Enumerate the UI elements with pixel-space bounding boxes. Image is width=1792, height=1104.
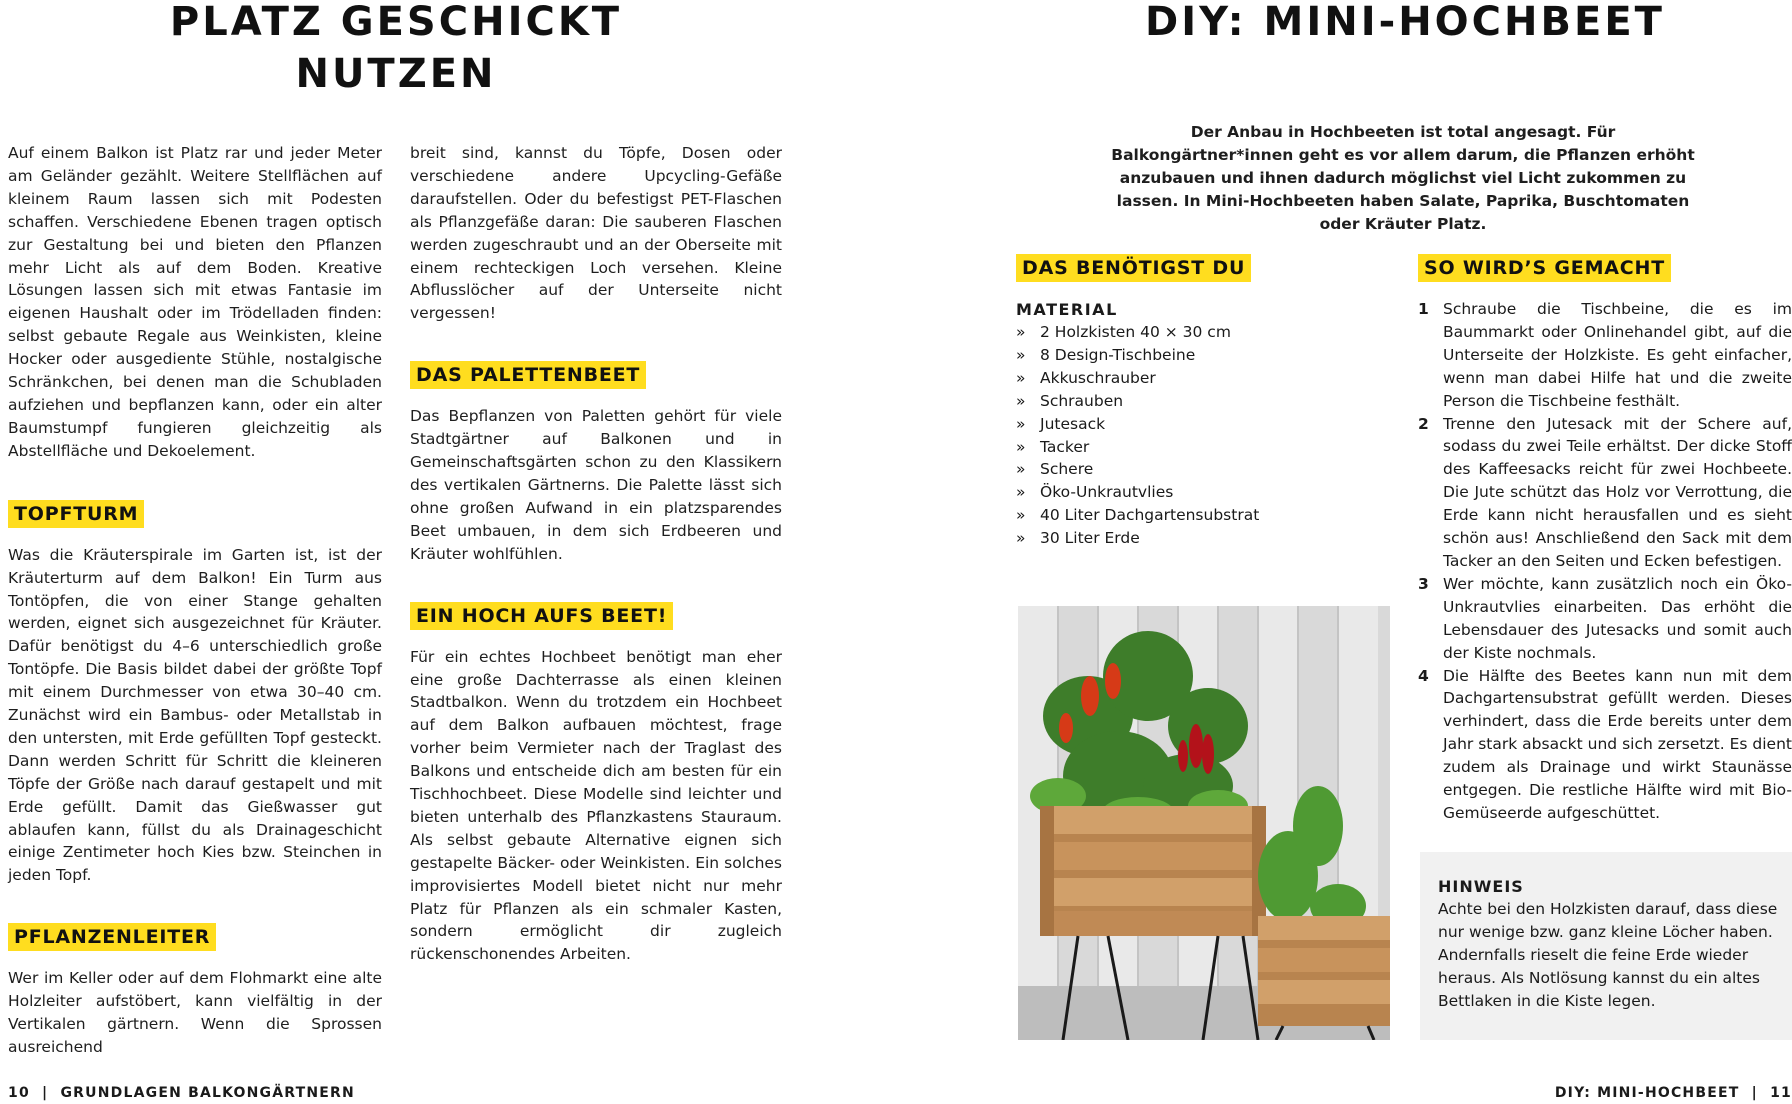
intro-paragraph: Auf einem Balkon ist Platz rar und jeder Meter am Geländer gezählt. Weitere Stellflächen auf kleinem Raum lassen sich mit Podesten schaffen. Verschiedene Ebenen tragen optisch zur Gestaltung bei und bieten den Pflanzen mehr Licht als auf dem Boden. Kreative Lösungen lassen sich mit etwas Fantasie im eigenen Haushalt oder im Trödelladen finden: selbst gebaute Regale aus Weinkisten, kleine Hocker oder ausgediente Stühle, nostalgische Schränkchen, bei denen man die Schubladen aufziehen und bepflanzen kann, oder ein alter Baumstumpf fungieren gleichzeitig als Abstellfläche und Dekoelement.	[8, 144, 382, 460]
step-text: Die Hälfte des Beetes kann nun mit dem Dachgartensubstrat gefüllt werden. Dieses verhindert, dass die Erde bereits unter dem Jahr stark absackt und sich zersetzt. Es dient zudem als Drainage und wirkt Staunässe entgegen. Die restliche Hälfte wird mit Bio-Gemüseerde aufgeschüttet.	[1443, 666, 1792, 822]
material-label: Schere	[1040, 460, 1094, 479]
left-column-1	[8, 142, 382, 1059]
bullet-mark: »	[1016, 414, 1026, 433]
continued-paragraph: breit sind, kannst du Töpfe, Dosen oder verschiedene andere Upcycling-Gefäße daraufstellen. Oder du befestigst PET-Flaschen als Pflanzgefäße daran: Die sauberen Flaschen werden zugeschraubt und an der Oberseite mit einem rechteckigen Loch versehen. Kleine Abflusslöcher auf der Unterseite nicht vergessen!	[410, 144, 782, 323]
material-item	[1016, 481, 1386, 504]
step-item	[1418, 298, 1792, 413]
palettenbeet-paragraph: Das Bepflanzen von Paletten gehört für viele Stadtgärtner auf Balkonen und in Gemeinschaftsgärten schon zu den Klassikern des vertikalen Gärtnerns. Die Palette lässt sich ohne großen Aufwand in ein platzsparendes Beet umbauen, in dem sich Erdbeeren und Kräuter wohlfühlen.	[410, 407, 782, 563]
right-intro: Der Anbau in Hochbeeten ist total angesagt. Für Balkongärtner*innen geht es vor allem darum, die Pflanzen erhöht anzubauen und ihnen dadurch möglichst viel Licht zukommen zu lassen. In Mini-Hochbeeten haben Salate, Paprika, Buschtomaten oder Kräuter Platz.	[1111, 123, 1695, 233]
material-item	[1016, 344, 1386, 367]
topfturm-paragraph: Was die Kräuterspirale im Garten ist, ist der Kräuterturm auf dem Balkon! Ein Turm aus Tontöpfen, die von einer Stange gehalten werden, eignet sich ausgezeichnet für Kräuter. Dafür benötigst du 4–6 unterschiedlich große Tontöpfe. Die Basis bildet dabei der größte Topf mit einem Durchmesser von etwa 30–40 cm. Zunächst wird ein Bambus- oder Metallstab in den untersten, mit Erde gefüllten Topf gesteckt. Dann werden Schritt für Schritt die kleineren Töpfe der Größe nach darauf gestapelt und mit Erde gefüllt. Damit das Gießwasser gut ablaufen kann, füllst du als Drainageschicht einige Zentimeter hoch Kies bzw. Steinchen in jeden Topf.	[8, 545, 382, 885]
material-item	[1016, 436, 1386, 459]
bullet-mark: »	[1016, 506, 1026, 525]
material-item	[1016, 458, 1386, 481]
pflanzenleiter-paragraph: Wer im Keller oder auf dem Flohmarkt eine alte Holzleiter aufstöbert, kann vielfältig in der Vertikalen gärtnern. Wenn die Sprossen ausreichend	[8, 969, 382, 1056]
step-number: 1	[1418, 300, 1429, 318]
step-text: Wer möchte, kann zusätzlich noch ein Öko-Unkrautvlies einarbeiten. Das erhöht die Lebensdauer des Jutesacks und somit auch der Kiste nochmals.	[1443, 574, 1792, 662]
material-label: 30 Liter Erde	[1040, 529, 1140, 548]
bullet-mark: »	[1016, 437, 1026, 456]
hochbeet-photo	[1018, 606, 1390, 1040]
material-item	[1016, 367, 1386, 390]
material-label: Jutesack	[1040, 414, 1106, 433]
step-number: 3	[1418, 574, 1429, 593]
material-label: Schrauben	[1040, 391, 1124, 410]
left-title-line2: NUTZEN	[295, 51, 497, 97]
step-text: Trenne den Jutesack mit der Schere auf, sodass du zwei Teile erhältst. Der dicke Stoff des Kaffeesacks reicht für zwei Hochbeete. Die Jute schützt das Holz vor Verrottung, die Erde kann nicht herausfallen und es sieht schön aus! Anschließend den Sack mit dem Tacker an den Seiten und Ecken befestigen.	[1443, 414, 1792, 570]
material-label: Öko-Unkrautvlies	[1040, 483, 1174, 502]
bullet-mark: »	[1016, 483, 1026, 502]
bullet-mark: »	[1016, 391, 1026, 410]
step-text: Schraube die Tischbeine, die es im Baummarkt oder Onlinehandel gibt, auf die Unterseite der Holzkiste. Es geht einfacher, wenn man dabei Hilfe hat und die zweite Person die Tischbeine festhält.	[1443, 300, 1792, 410]
material-item	[1016, 504, 1386, 527]
needs-heading: DAS BENÖTIGST DU	[1016, 254, 1251, 282]
step-item	[1418, 573, 1792, 665]
step-item	[1418, 665, 1792, 825]
left-page-title	[136, 0, 656, 100]
material-item	[1016, 413, 1386, 436]
step-item	[1418, 413, 1792, 573]
material-label: 40 Liter Dachgartensubstrat	[1040, 506, 1260, 525]
material-item	[1016, 527, 1386, 550]
material-item	[1016, 390, 1386, 413]
bullet-mark: »	[1016, 368, 1026, 387]
material-label: 2 Holzkisten 40 × 30 cm	[1040, 323, 1231, 341]
bullet-mark: »	[1016, 345, 1026, 364]
step-number: 2	[1418, 414, 1429, 433]
material-label: 8 Design-Tischbeine	[1040, 345, 1196, 364]
material-item	[1016, 321, 1386, 344]
hint-box	[1420, 852, 1792, 1040]
step-number: 4	[1418, 666, 1429, 685]
material-label: Tacker	[1040, 437, 1090, 456]
needs-section	[1016, 254, 1386, 550]
right-footer: DIY: MINI-HOCHBEET | 11	[1554, 1085, 1792, 1101]
hochbeet-illustration	[1018, 606, 1390, 1040]
bullet-mark: »	[1016, 529, 1026, 548]
pflanzenleiter-heading: PFLANZENLEITER	[8, 923, 216, 951]
left-footer: 10 | GRUNDLAGEN BALKONGÄRTNERN	[8, 1085, 355, 1101]
howto-heading: SO WIRD’S GEMACHT	[1418, 254, 1671, 282]
material-label: Akkuschrauber	[1040, 368, 1156, 387]
left-column-2	[410, 142, 782, 966]
hint-title: HINWEIS	[1438, 877, 1524, 896]
right-page-title: DIY: MINI-HOCHBEET	[1145, 0, 1665, 45]
hochbeet-heading: EIN HOCH AUFS BEET!	[410, 602, 673, 630]
bullet-mark: »	[1016, 460, 1026, 479]
topfturm-heading: TOPFTURM	[8, 500, 144, 528]
steps-list	[1418, 298, 1792, 825]
bullet-mark: »	[1016, 323, 1026, 341]
hochbeet-paragraph: Für ein echtes Hochbeet benötigt man eher eine große Dachterrasse als einen kleinen Stadtbalkon. Wenn du trotzdem ein Hochbeet auf dem Balkon aufbauen möchtest, frage vorher beim Vermieter nach der Traglast des Balkons und entscheide dich am besten für ein Tischhochbeet. Diese Modelle sind leichter und bieten unterhalb des Pflanzkastens Stauraum. Als selbst gebaute Alternative eignen sich gestapelte Bäcker- oder Weinkisten. Ein solches improvisiertes Modell bietet nicht nur mehr Platz für Pflanzen als ein schmaler Kasten, sondern ermöglicht dir zugleich rückenschonendes Arbeiten.	[410, 647, 782, 964]
hint-text: Achte bei den Holzkisten darauf, dass diese nur wenige bzw. ganz kleine Löcher haben. Andernfalls rieselt die feine Erde wieder heraus. Als Notlösung kannst du ein altes Bettlaken in die Kiste legen.	[1438, 900, 1778, 1010]
material-title: MATERIAL	[1016, 300, 1118, 319]
material-list	[1016, 321, 1386, 550]
palettenbeet-heading: DAS PALETTENBEET	[410, 361, 646, 389]
howto-section	[1418, 254, 1792, 825]
left-title-line1: PLATZ GESCHICKT	[169, 0, 623, 45]
